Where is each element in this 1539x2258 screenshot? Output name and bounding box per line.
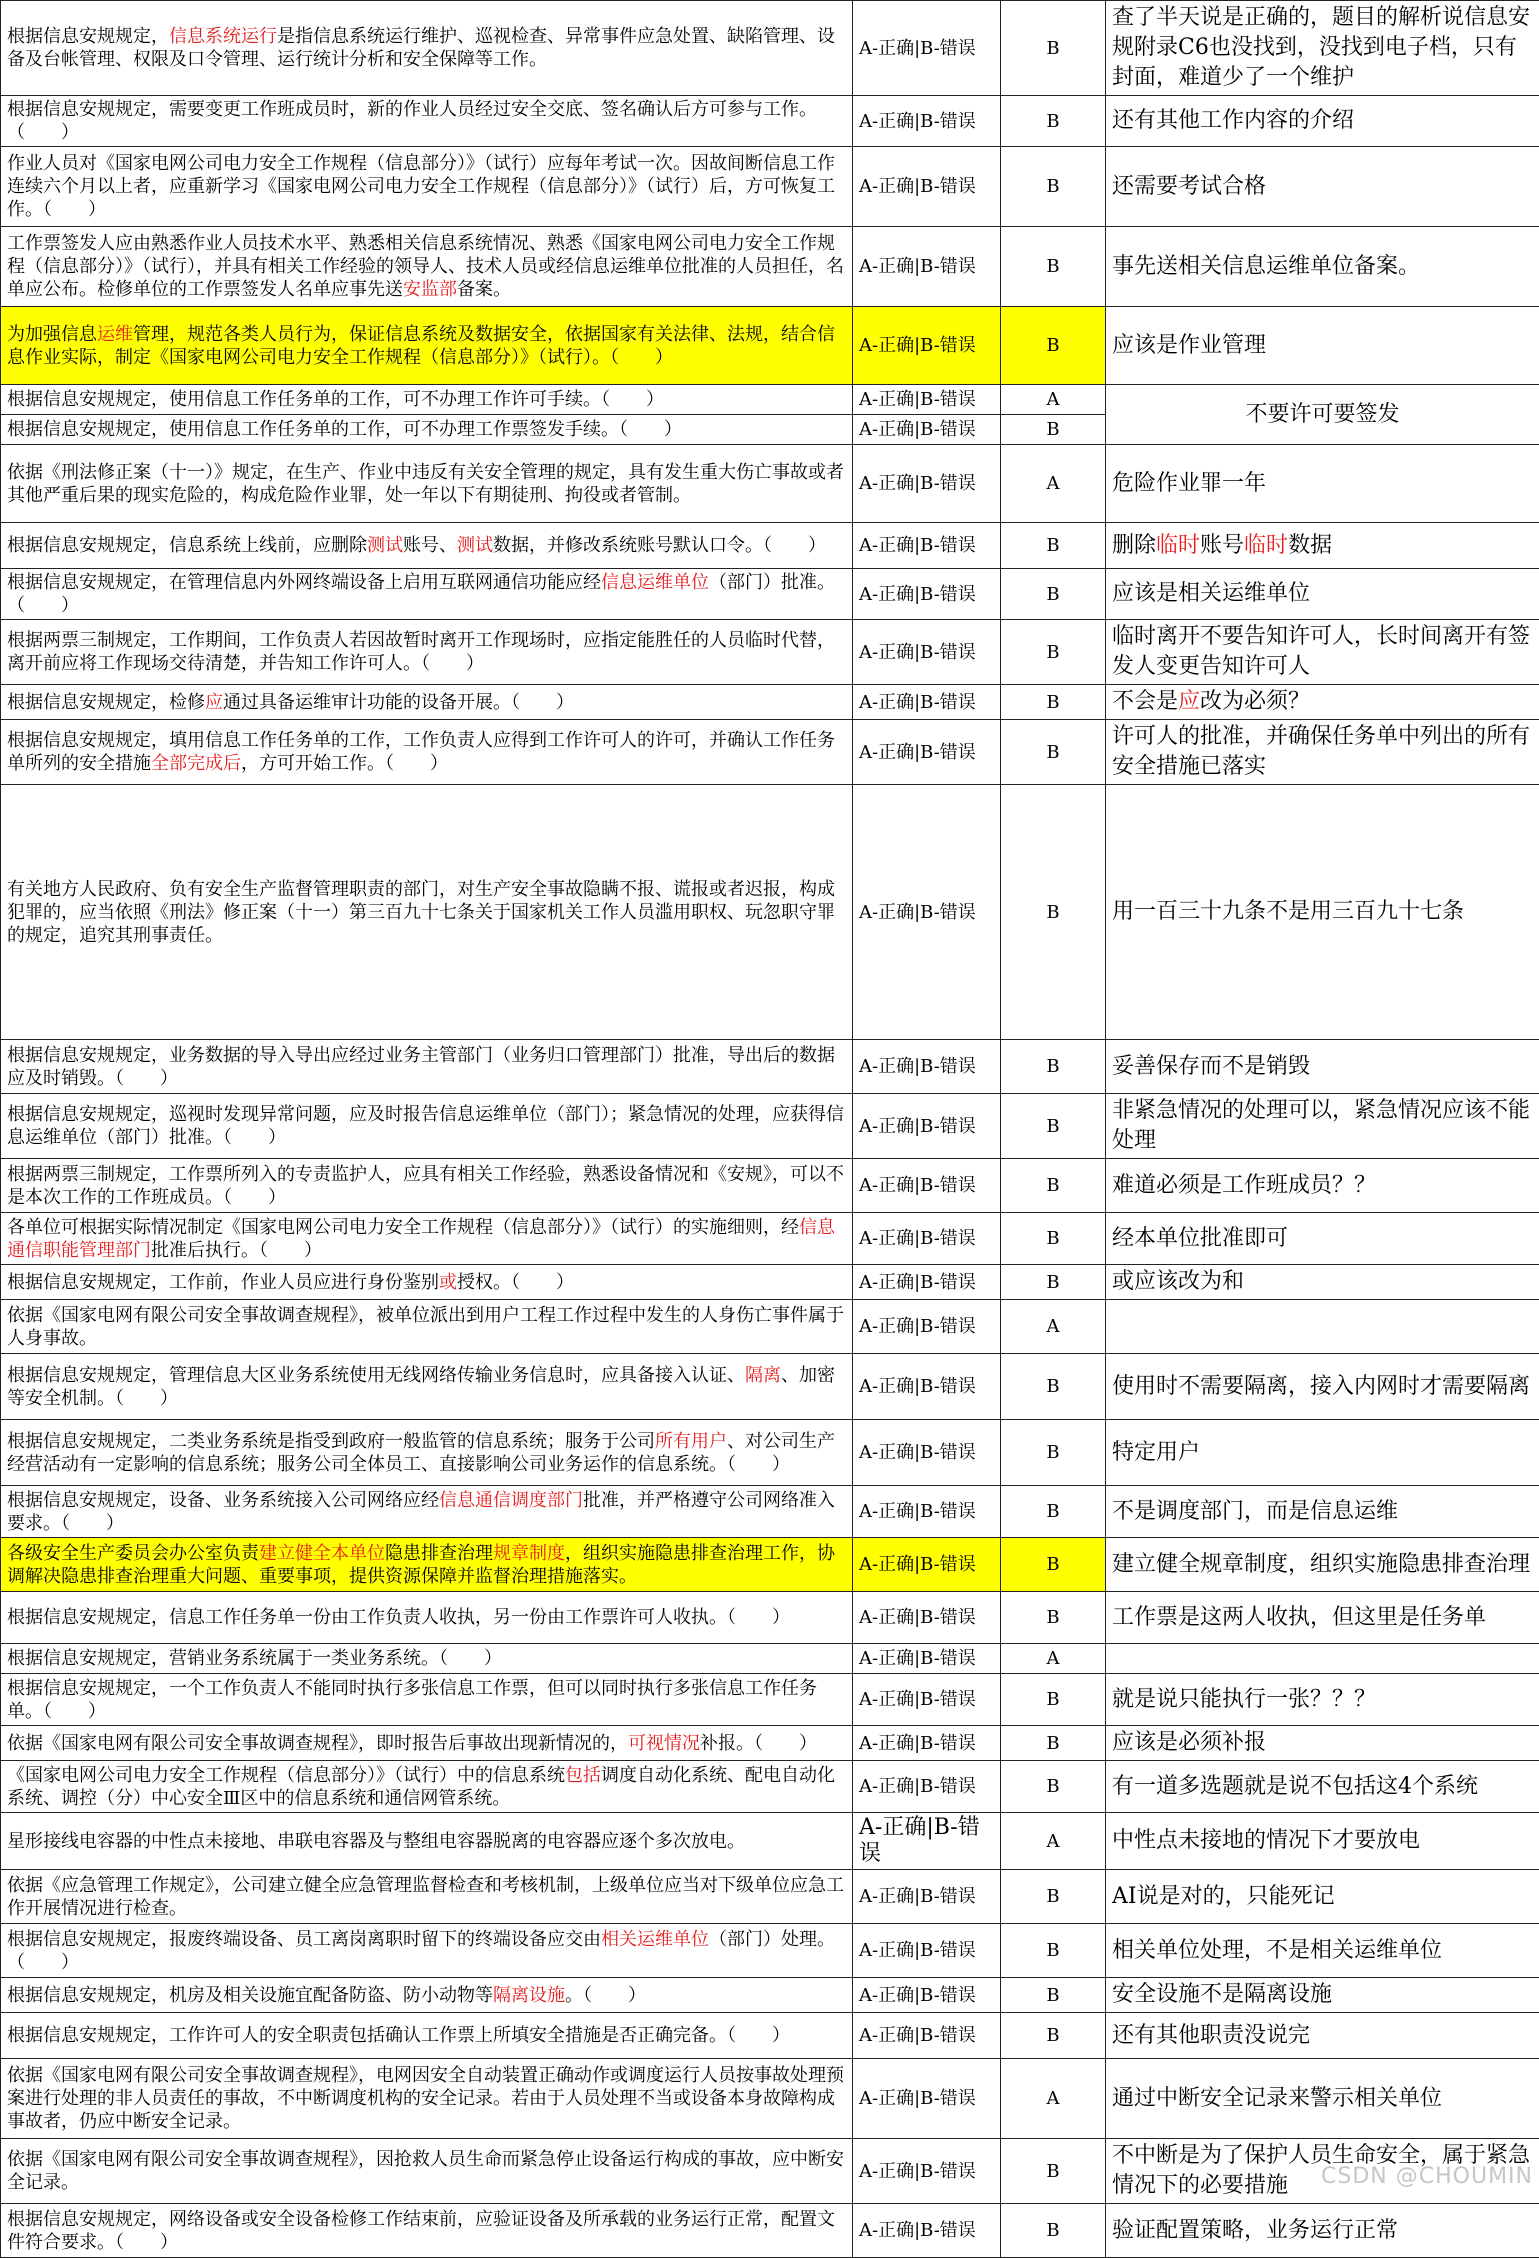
note-cell xyxy=(1106,1159,1539,1213)
note-cell xyxy=(1106,1870,1539,1924)
text-run: 有关地方人民政府、负有安全生产监督管理职责的部门，对生产安全事故隐瞒不报、谎报或者迟报，构成犯罪的，应当依照《刑法》修正案（十一）第三百九十七条关于国家机关工作人员滥用职权、玩忽职守罪的规定，追究其刑事责任。 xyxy=(7,879,835,946)
note-cell xyxy=(1106,1592,1539,1644)
text-run: 不会是 xyxy=(1112,689,1178,714)
table-row xyxy=(1,1094,1539,1159)
answer-cell: B xyxy=(1001,1213,1106,1265)
text-run: 危险作业罪一年 xyxy=(1112,471,1266,496)
text-run: 根据信息安规规定，营销业务系统属于一类业务系统。（ ） xyxy=(7,1648,502,1669)
note-cell xyxy=(1106,785,1539,1040)
answer-cell: B xyxy=(1001,1159,1106,1213)
note-cell xyxy=(1106,1761,1539,1813)
text-run: 工作票签发人应由熟悉作业人员技术水平、熟悉相关信息系统情况、熟悉《国家电网公司电力安全工作规程（信息部分）》（试行），并具有相关工作经验的领导人、技术人员或经信息运维单位批准的人员担任，名单应公布。检修单位的工作票签发人名单应事先送 xyxy=(7,233,844,300)
answer-cell: B xyxy=(1001,1870,1106,1924)
text-run: 数据，并修改系统账号默认口令。（ ） xyxy=(493,535,826,556)
note-cell xyxy=(1106,1094,1539,1159)
emphasis-text: 相关运维单位 xyxy=(601,1929,709,1950)
question-cell xyxy=(1,96,853,147)
table-row xyxy=(1,785,1539,1040)
question-cell xyxy=(1,1674,853,1726)
options-cell: A-正确|B-错误 xyxy=(853,1924,1001,1978)
emphasis-text: 信息通信职能管理部门 xyxy=(7,1217,835,1261)
text-run: 依据《国家电网有限公司安全事故调查规程》，被单位派出到用户工程工作过程中发生的人身伤亡事件属于人身事故。 xyxy=(7,1305,844,1349)
text-run: 根据信息安规规定，工作许可人的安全职责包括确认工作票上所填安全措施是否正确完备。（ ） xyxy=(7,2025,790,2046)
text-run: 根据信息安规规定，巡视时发现异常问题，应及时报告信息运维单位（部门）；紧急情况的处理，应获得信息运维单位（部门）批准。（ ） xyxy=(7,1104,844,1148)
table-row xyxy=(1,1978,1539,2013)
emphasis-text: 安监部 xyxy=(403,279,457,300)
options-cell: A-正确|B-错误 xyxy=(853,1978,1001,2013)
text-run: 根据信息安规规定，业务数据的导入导出应经过业务主管部门（业务归口管理部门）批准，导出后的数据应及时销毁。（ ） xyxy=(7,1045,835,1089)
text-run: 各单位可根据实际情况制定《国家电网公司电力安全工作规程（信息部分）》（试行）的实施细则，经 xyxy=(7,1217,799,1238)
text-run: 应该是必须补报 xyxy=(1112,1730,1266,1755)
table-row xyxy=(1,523,1539,569)
question-cell xyxy=(1,1644,853,1674)
options-cell: A-正确|B-错误 xyxy=(853,2139,1001,2204)
text-run: 授权。（ ） xyxy=(457,1272,574,1293)
options-cell: A-正确|B-错误 xyxy=(853,2204,1001,2258)
table-row xyxy=(1,1761,1539,1813)
text-run: 、加密等安全机制。（ ） xyxy=(7,1365,835,1409)
emphasis-text: 应 xyxy=(205,692,223,713)
options-cell: A-正确|B-错误 xyxy=(853,1040,1001,1094)
question-cell xyxy=(1,720,853,785)
table-row xyxy=(1,1040,1539,1094)
answer-cell: A xyxy=(1001,1300,1106,1354)
note-cell xyxy=(1106,523,1539,569)
note-cell xyxy=(1106,1644,1539,1674)
table-row xyxy=(1,1354,1539,1420)
options-cell: A-正确|B-错误 xyxy=(853,569,1001,620)
options-cell: A-正确|B-错误 xyxy=(853,445,1001,523)
answer-cell: B xyxy=(1001,1265,1106,1300)
note-cell xyxy=(1106,385,1539,445)
note-cell xyxy=(1106,620,1539,685)
watermark: CSDN @CHOUMIN xyxy=(1321,2164,1533,2189)
table-row xyxy=(1,1538,1539,1592)
text-run: 数据 xyxy=(1288,533,1332,558)
options-cell: A-正确|B-错误 xyxy=(853,1813,1001,1870)
question-cell xyxy=(1,1213,853,1265)
text-run: 依据《国家电网有限公司安全事故调查规程》，因抢救人员生命而紧急停止设备运行构成的事故，应中断安全记录。 xyxy=(7,2149,844,2193)
text-run: 根据信息安规规定，使用信息工作任务单的工作，可不办理工作许可手续。（ ） xyxy=(7,389,664,410)
table-row xyxy=(1,685,1539,720)
text-run: 根据信息安规规定，网络设备或安全设备检修工作结束前，应验证设备及所承载的业务运行正常，配置文件符合要求。（ ） xyxy=(7,2209,835,2253)
text-run: 使用时不需要隔离，接入内网时才需要隔离 xyxy=(1112,1374,1530,1399)
text-run: 根据信息安规规定，二类业务系统是指受到政府一般监管的信息系统；服务于公司 xyxy=(7,1431,655,1452)
text-run: 事先送相关信息运维单位备案。 xyxy=(1112,254,1420,279)
text-run: 批准，并严格遵守公司网络准入要求。（ ） xyxy=(7,1490,835,1534)
text-run: 改为必须？ xyxy=(1200,689,1310,714)
text-run: 为加强信息 xyxy=(7,324,97,345)
text-run: 根据信息安规规定，工作前，作业人员应进行身份鉴别 xyxy=(7,1272,439,1293)
note-cell xyxy=(1106,1265,1539,1300)
options-cell: A-正确|B-错误 xyxy=(853,523,1001,569)
question-cell xyxy=(1,785,853,1040)
answer-cell: A xyxy=(1001,1813,1106,1870)
table-row xyxy=(1,307,1539,385)
text-run: 账号 xyxy=(1200,533,1244,558)
table-row xyxy=(1,1159,1539,1213)
text-run: （部门）处理。（ ） xyxy=(7,1929,835,1973)
options-cell: A-正确|B-错误 xyxy=(853,415,1001,445)
options-cell: A-正确|B-错误 xyxy=(853,685,1001,720)
question-cell xyxy=(1,1538,853,1592)
emphasis-text: 建立健全本单位 xyxy=(259,1543,385,1564)
answer-cell: B xyxy=(1001,1674,1106,1726)
emphasis-text: 包括 xyxy=(565,1765,601,1786)
text-run: 隐患排查治理 xyxy=(385,1543,493,1564)
text-run: 还需要考试合格 xyxy=(1112,174,1266,199)
answer-cell: B xyxy=(1001,1040,1106,1094)
question-cell xyxy=(1,685,853,720)
note-cell xyxy=(1106,1354,1539,1420)
text-run: 验证配置策略，业务运行正常 xyxy=(1112,2218,1398,2243)
text-run: 根据信息安规规定，需要变更工作班成员时，新的作业人员经过安全交底、签名确认后方可参与工作。（ ） xyxy=(7,99,817,143)
answer-cell: B xyxy=(1001,720,1106,785)
question-cell xyxy=(1,307,853,385)
table-row xyxy=(1,227,1539,307)
table-row xyxy=(1,2204,1539,2258)
options-cell: A-正确|B-错误 xyxy=(853,1486,1001,1538)
question-cell xyxy=(1,1265,853,1300)
options-cell: A-正确|B-错误 xyxy=(853,1761,1001,1813)
note-cell xyxy=(1106,147,1539,227)
text-run: 查了半天说是正确的，题目的解析说信息安规附录C6也没找到，没找到电子档，只有封面，难道少了一个维护 xyxy=(1112,5,1530,90)
text-run: 不要许可要签发 xyxy=(1245,402,1399,427)
options-cell: A-正确|B-错误 xyxy=(853,1870,1001,1924)
question-cell xyxy=(1,1,853,96)
text-run: 依据《国家电网有限公司安全事故调查规程》，即时报告后事故出现新情况的， xyxy=(7,1733,628,1754)
note-cell xyxy=(1106,307,1539,385)
text-run: 还有其他工作内容的介绍 xyxy=(1112,108,1354,133)
answer-cell: B xyxy=(1001,569,1106,620)
text-run: 建立健全规章制度，组织实施隐患排查治理 xyxy=(1112,1552,1530,1577)
text-run: 许可人的批准，并确保任务单中列出的所有安全措施已落实 xyxy=(1112,724,1530,779)
text-run: ，组织实施隐患排查治理工作，协调解决隐患排查治理重大问题、重要事项，提供资源保障并监督治理措施落实。 xyxy=(7,1543,835,1587)
table-row xyxy=(1,1674,1539,1726)
question-cell xyxy=(1,445,853,523)
emphasis-text: 运维 xyxy=(97,324,133,345)
text-run: 就是说只能执行一张？？？ xyxy=(1112,1687,1376,1712)
text-run: 调度自动化系统、配电自动化系统、调控（分）中心安全Ⅲ区中的信息系统和通信网管系统。 xyxy=(7,1765,835,1809)
text-run: 根据信息安规规定，在管理信息内外网终端设备上启用互联网通信功能应经 xyxy=(7,572,601,593)
text-run: 依据《国家电网有限公司安全事故调查规程》，电网因安全自动装置正确动作或调度运行人员按事故处理预案进行处理的非人员责任的事故，不中断调度机构的安全记录。若由于人员处理不当或设备本身故障构成事故者，仍应中断安全记录。 xyxy=(7,2065,844,2132)
answer-cell: A xyxy=(1001,2059,1106,2139)
note-cell xyxy=(1106,569,1539,620)
table-row xyxy=(1,720,1539,785)
answer-cell: B xyxy=(1001,1592,1106,1644)
question-cell xyxy=(1,415,853,445)
options-cell: A-正确|B-错误 xyxy=(853,147,1001,227)
text-run: 批准后执行。（ ） xyxy=(151,1240,322,1261)
answer-cell: B xyxy=(1001,1924,1106,1978)
answer-cell: A xyxy=(1001,1644,1106,1674)
table-row xyxy=(1,1592,1539,1644)
table-row xyxy=(1,1300,1539,1354)
answer-cell: B xyxy=(1001,1,1106,96)
emphasis-text: 信息运维单位 xyxy=(601,572,709,593)
text-run: 难道必须是工作班成员？？ xyxy=(1112,1173,1376,1198)
text-run: 依据《应急管理工作规定》，公司建立健全应急管理监督检查和考核机制，上级单位应当对下级单位应急工作开展情况进行检查。 xyxy=(7,1875,844,1919)
text-run: 根据信息安规规定，填用信息工作任务单的工作，工作负责人应得到工作许可人的许可，并确认工作任务单所列的安全措施 xyxy=(7,730,835,774)
text-run: 不是调度部门，而是信息运维 xyxy=(1112,1499,1398,1524)
note-cell xyxy=(1106,1726,1539,1761)
question-cell xyxy=(1,147,853,227)
table-row xyxy=(1,1870,1539,1924)
text-run: 根据信息安规规定， xyxy=(7,26,169,47)
text-run: 非紧急情况的处理可以，紧急情况应该不能处理 xyxy=(1112,1098,1530,1153)
answer-cell: B xyxy=(1001,620,1106,685)
options-cell: A-正确|B-错误 xyxy=(853,720,1001,785)
options-cell: A-正确|B-错误 xyxy=(853,1644,1001,1674)
answer-cell: B xyxy=(1001,1761,1106,1813)
text-run: 经本单位批准即可 xyxy=(1112,1226,1288,1251)
text-run: AI说是对的，只能死记 xyxy=(1112,1884,1335,1909)
text-run: 应该是相关运维单位 xyxy=(1112,581,1310,606)
options-cell: A-正确|B-错误 xyxy=(853,1674,1001,1726)
text-run: 通过具备运维审计功能的设备开展。（ ） xyxy=(223,692,574,713)
text-run: 特定用户 xyxy=(1112,1440,1200,1465)
question-cell xyxy=(1,2139,853,2204)
emphasis-text: 或 xyxy=(439,1272,457,1293)
emphasis-text: 所有用户 xyxy=(655,1431,727,1452)
text-run: （部门）批准。（ ） xyxy=(7,572,835,616)
note-cell xyxy=(1106,1486,1539,1538)
text-run: 工作票是这两人收执，但这里是任务单 xyxy=(1112,1605,1486,1630)
options-cell: A-正确|B-错误 xyxy=(853,1,1001,96)
note-cell xyxy=(1106,227,1539,307)
note-cell xyxy=(1106,685,1539,720)
text-run: 或应该改为和 xyxy=(1112,1269,1244,1294)
table-row xyxy=(1,147,1539,227)
table-row xyxy=(1,1924,1539,1978)
text-run: 妥善保存而不是销毁 xyxy=(1112,1054,1310,1079)
table-row xyxy=(1,1213,1539,1265)
answer-cell: B xyxy=(1001,1354,1106,1420)
options-cell: A-正确|B-错误 xyxy=(853,785,1001,1040)
text-run: ，方可开始工作。（ ） xyxy=(241,753,448,774)
options-cell: A-正确|B-错误 xyxy=(853,620,1001,685)
emphasis-text: 规章制度 xyxy=(493,1543,565,1564)
options-cell: A-正确|B-错误 xyxy=(853,1726,1001,1761)
table-row xyxy=(1,1420,1539,1486)
question-cell xyxy=(1,227,853,307)
text-run: 根据信息安规规定，机房及相关设施宜配备防盗、防小动物等 xyxy=(7,1985,493,2006)
note-cell xyxy=(1106,2013,1539,2059)
table-row xyxy=(1,1,1539,96)
question-cell xyxy=(1,1813,853,1870)
emphasis-text: 应 xyxy=(1178,689,1200,714)
table-row xyxy=(1,445,1539,523)
text-run: 作业人员对《国家电网公司电力安全工作规程（信息部分）》（试行）应每年考试一次。因故间断信息工作连续六个月以上者，应重新学习《国家电网公司电力安全工作规程（信息部分）》（试行）后，方可恢复工作。（ ） xyxy=(7,153,835,220)
text-run: 管理，规范各类人员行为，保证信息系统及数据安全，依据国家有关法律、法规，结合信息作业实际，制定《国家电网公司电力安全工作规程（信息部分）》（试行）。（ ） xyxy=(7,324,835,368)
text-run: 不中断是为了保护人员生命安全，属于紧急情况下的必要措施 xyxy=(1112,2143,1530,2198)
table-row xyxy=(1,1486,1539,1538)
options-cell: A-正确|B-错误 xyxy=(853,1094,1001,1159)
note-cell xyxy=(1106,445,1539,523)
answer-cell: B xyxy=(1001,2139,1106,2204)
text-run: 根据信息安规规定，管理信息大区业务系统使用无线网络传输业务信息时，应具备接入认证、 xyxy=(7,1365,745,1386)
question-cell xyxy=(1,1159,853,1213)
text-run: 根据信息安规规定，信息系统上线前，应删除 xyxy=(7,535,367,556)
table-row xyxy=(1,2059,1539,2139)
emphasis-text: 测试 xyxy=(457,535,493,556)
note-cell xyxy=(1106,1538,1539,1592)
text-run: 账号、 xyxy=(403,535,457,556)
note-cell xyxy=(1106,1674,1539,1726)
question-cell xyxy=(1,385,853,415)
options-cell: A-正确|B-错误 xyxy=(853,307,1001,385)
text-run: 根据信息安规规定，使用信息工作任务单的工作，可不办理工作票签发手续。（ ） xyxy=(7,419,682,440)
table-row xyxy=(1,385,1539,415)
question-cell xyxy=(1,569,853,620)
text-run: 备案。 xyxy=(457,279,511,300)
answer-cell: B xyxy=(1001,307,1106,385)
table-row xyxy=(1,569,1539,620)
note-cell xyxy=(1106,1213,1539,1265)
text-run: 。（ ） xyxy=(565,1985,646,2006)
emphasis-text: 可视情况 xyxy=(628,1733,700,1754)
table-row xyxy=(1,2013,1539,2059)
note-cell xyxy=(1106,1040,1539,1094)
question-cell xyxy=(1,1978,853,2013)
note-cell xyxy=(1106,1420,1539,1486)
text-run: 依据《刑法修正案（十一）》规定，在生产、作业中违反有关安全管理的规定，具有发生重大伤亡事故或者其他严重后果的现实危险的，构成危险作业罪，处一年以下有期徒刑、拘役或者管制。 xyxy=(7,462,844,506)
text-run: 应该是作业管理 xyxy=(1112,333,1266,358)
options-cell: A-正确|B-错误 xyxy=(853,1592,1001,1644)
options-cell: A-正确|B-错误 xyxy=(853,1538,1001,1592)
note-cell xyxy=(1106,1300,1539,1354)
note-cell xyxy=(1106,1,1539,96)
note-cell xyxy=(1106,1924,1539,1978)
options-cell: A-正确|B-错误 xyxy=(853,1265,1001,1300)
answer-cell: B xyxy=(1001,1094,1106,1159)
text-run: 是指信息系统运行维护、巡视检查、异常事件应急处置、缺陷管理、设备及台帐管理、权限及口令管理、运行统计分析和安全保障等工作。 xyxy=(7,26,835,70)
table-row xyxy=(1,1813,1539,1870)
answer-cell: B xyxy=(1001,415,1106,445)
answer-cell: B xyxy=(1001,147,1106,227)
question-cell xyxy=(1,1592,853,1644)
question-cell xyxy=(1,2059,853,2139)
options-cell: A-正确|B-错误 xyxy=(853,1213,1001,1265)
emphasis-text: 测试 xyxy=(367,535,403,556)
emphasis-text: 全部完成后 xyxy=(151,753,241,774)
text-run: 有一道多选题就是说不包括这4个系统 xyxy=(1112,1774,1478,1799)
text-run: 根据信息安规规定，一个工作负责人不能同时执行多张信息工作票，但可以同时执行多张信息工作任务单。（ ） xyxy=(7,1678,817,1722)
emphasis-text: 信息系统运行 xyxy=(169,26,277,47)
answer-cell: B xyxy=(1001,1486,1106,1538)
options-cell: A-正确|B-错误 xyxy=(853,1420,1001,1486)
question-cell xyxy=(1,2204,853,2258)
question-cell xyxy=(1,1761,853,1813)
text-run: 根据两票三制规定，工作票所列入的专责监护人，应具有相关工作经验，熟悉设备情况和《安规》，可以不是本次工作的工作班成员。（ ） xyxy=(7,1164,844,1208)
emphasis-text: 信息通信调度部门 xyxy=(439,1490,583,1511)
text-run: 删除 xyxy=(1112,533,1156,558)
question-cell xyxy=(1,1726,853,1761)
emphasis-text: 临时 xyxy=(1244,533,1288,558)
emphasis-text: 隔离设施 xyxy=(493,1985,565,2006)
answer-cell: B xyxy=(1001,685,1106,720)
note-cell xyxy=(1106,1978,1539,2013)
question-cell xyxy=(1,1300,853,1354)
text-run: 《国家电网公司电力安全工作规程（信息部分）》（试行）中的信息系统 xyxy=(7,1765,565,1786)
options-cell: A-正确|B-错误 xyxy=(853,2013,1001,2059)
text-run: 根据信息安规规定，报废终端设备、员工离岗离职时留下的终端设备应交由 xyxy=(7,1929,601,1950)
emphasis-text: 临时 xyxy=(1156,533,1200,558)
text-run: 根据信息安规规定，信息工作任务单一份由工作负责人收执，另一份由工作票许可人收执。（ ） xyxy=(7,1607,790,1628)
text-run: 根据两票三制规定，工作期间，工作负责人若因故暂时离开工作现场时，应指定能胜任的人员临时代替，离开前应将工作现场交待清楚，并告知工作许可人。（ ） xyxy=(7,630,835,674)
options-cell: A-正确|B-错误 xyxy=(853,2059,1001,2139)
options-cell: A-正确|B-错误 xyxy=(853,227,1001,307)
question-rows xyxy=(1,1,1539,2258)
question-cell xyxy=(1,1870,853,1924)
note-cell xyxy=(1106,2059,1539,2139)
answer-cell: B xyxy=(1001,2204,1106,2258)
answer-cell: A xyxy=(1001,445,1106,523)
text-run: 通过中断安全记录来警示相关单位 xyxy=(1112,2086,1442,2111)
text-run: 用一百三十九条不是用三百九十七条 xyxy=(1112,899,1464,924)
text-run: 、对公司生产经营活动有一定影响的信息系统；服务公司全体员工、直接影响公司业务运作的信息系统。（ ） xyxy=(7,1431,835,1475)
text-run: 星形接线电容器的中性点未接地、串联电容器及与整组电容器脱离的电容器应逐个多次放电。 xyxy=(7,1831,745,1852)
options-cell: A-正确|B-错误 xyxy=(853,385,1001,415)
table-row xyxy=(1,1726,1539,1761)
note-cell xyxy=(1106,2204,1539,2258)
options-cell: A-正确|B-错误 xyxy=(853,1354,1001,1420)
answer-cell: B xyxy=(1001,1538,1106,1592)
text-run: 还有其他职责没说完 xyxy=(1112,2023,1310,2048)
question-cell xyxy=(1,1420,853,1486)
question-cell xyxy=(1,1924,853,1978)
answer-cell: B xyxy=(1001,523,1106,569)
question-cell xyxy=(1,523,853,569)
text-run: 根据信息安规规定，设备、业务系统接入公司网络应经 xyxy=(7,1490,439,1511)
answer-cell: B xyxy=(1001,1978,1106,2013)
table-row xyxy=(1,1644,1539,1674)
options-cell: A-正确|B-错误 xyxy=(853,1300,1001,1354)
table-row xyxy=(1,1265,1539,1300)
text-run: 临时离开不要告知许可人，长时间离开有签发人变更告知许可人 xyxy=(1112,624,1530,679)
note-cell xyxy=(1106,720,1539,785)
answer-cell: B xyxy=(1001,96,1106,147)
answer-cell: B xyxy=(1001,227,1106,307)
text-run: 安全设施不是隔离设施 xyxy=(1112,1982,1332,2007)
table-row xyxy=(1,96,1539,147)
answer-cell: B xyxy=(1001,785,1106,1040)
question-cell xyxy=(1,2013,853,2059)
options-cell: A-正确|B-错误 xyxy=(853,1159,1001,1213)
options-cell: A-正确|B-错误 xyxy=(853,96,1001,147)
emphasis-text: 隔离 xyxy=(745,1365,781,1386)
question-cell xyxy=(1,1486,853,1538)
question-cell xyxy=(1,1354,853,1420)
table-row xyxy=(1,2139,1539,2204)
text-run: 根据信息安规规定，检修 xyxy=(7,692,205,713)
note-cell xyxy=(1106,1813,1539,1870)
text-run: 相关单位处理，不是相关运维单位 xyxy=(1112,1938,1442,1963)
question-cell xyxy=(1,1040,853,1094)
question-cell xyxy=(1,620,853,685)
answer-cell: A xyxy=(1001,385,1106,415)
text-run: 中性点未接地的情况下才要放电 xyxy=(1112,1828,1420,1853)
answer-cell: B xyxy=(1001,1420,1106,1486)
text-run: 补报。（ ） xyxy=(700,1733,817,1754)
answer-cell: B xyxy=(1001,1726,1106,1761)
table-row xyxy=(1,620,1539,685)
note-cell xyxy=(1106,96,1539,147)
answer-cell: B xyxy=(1001,2013,1106,2059)
text-run: 各级安全生产委员会办公室负责 xyxy=(7,1543,259,1564)
question-cell xyxy=(1,1094,853,1159)
